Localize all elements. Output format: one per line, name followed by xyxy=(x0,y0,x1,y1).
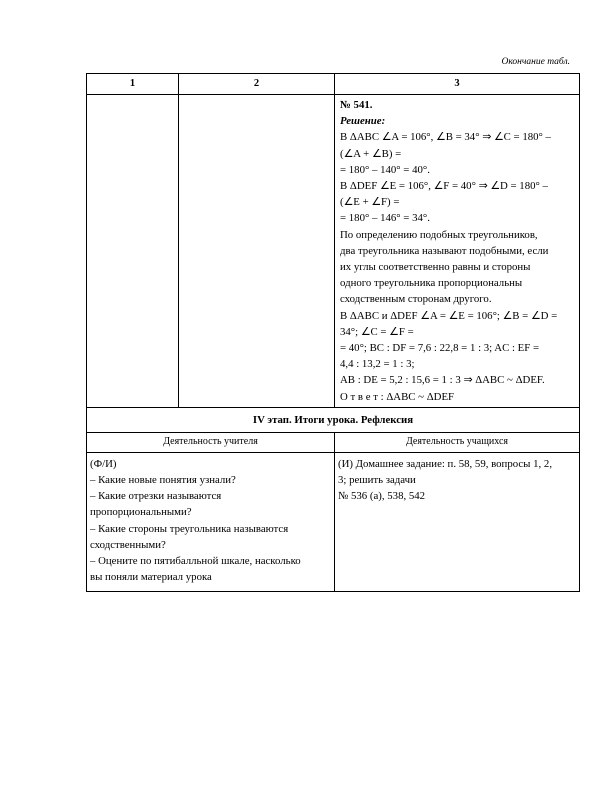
table-continuation-caption: Окончание табл. xyxy=(501,57,570,67)
teacher-line: (Ф/И) xyxy=(90,457,117,470)
student-line: 3; решить задачи xyxy=(338,474,416,487)
stage-row xyxy=(87,407,580,432)
student-activity-cell xyxy=(335,452,580,592)
solution-line: = 180° – 140° = 40°. xyxy=(340,163,430,176)
teacher-line: – Оцените по пятибалльной шкале, насколько xyxy=(90,555,301,568)
teacher-activity-cell xyxy=(87,452,335,592)
solution-line: их углы соответственно равны и стороны xyxy=(340,261,531,274)
solution-line: 34°; ∠C = ∠F = xyxy=(340,325,414,338)
activity-header-row xyxy=(87,432,580,452)
activity-row xyxy=(87,452,580,592)
teacher-line: – Какие стороны треугольника называются xyxy=(90,522,289,535)
answer-value: ΔABC ~ ΔDEF xyxy=(386,390,455,403)
empty-cell-1 xyxy=(87,95,179,408)
solution-line: 4,4 : 13,2 = 1 : 3; xyxy=(340,358,415,371)
teacher-activity-header: Деятельность учителя xyxy=(87,432,335,452)
student-line: (И) Домашнее задание: п. 58, 59, вопросы 1, 2, xyxy=(338,457,553,470)
solution-line: два треугольника называют подобными, если xyxy=(340,244,549,257)
solution-line: (∠A + ∠B) = xyxy=(340,147,402,160)
header-col-3: 3 xyxy=(335,74,580,95)
table-header-row xyxy=(87,74,580,95)
teacher-line: пропорциональными? xyxy=(90,506,192,519)
teacher-line: сходственными? xyxy=(90,538,166,551)
solution-label: Решение: xyxy=(340,115,386,128)
stage-title: IV этап. Итоги урока. Рефлексия xyxy=(87,407,580,432)
header-col-1: 1 xyxy=(87,74,179,95)
solution-line: В ΔDEF ∠E = 106°, ∠F = 40° ⇒ ∠D = 180° – xyxy=(340,180,548,193)
teacher-line: – Какие отрезки называются xyxy=(90,490,222,503)
problem-number: № 541. xyxy=(340,99,373,111)
student-line: № 536 (а), 538, 542 xyxy=(338,490,426,503)
solution-line: AB : DE = 5,2 : 15,6 = 1 : 3 ⇒ ΔABC ~ ΔDEF. xyxy=(340,374,545,387)
solution-line: В ΔABC и ΔDEF ∠A = ∠E = 106°; ∠B = ∠D = xyxy=(340,309,558,322)
answer-label: О т в е т : xyxy=(340,390,384,403)
lesson-table xyxy=(86,73,580,592)
solution-line: = 40°; BC : DF = 7,6 : 22,8 = 1 : 3; AC : EF = xyxy=(340,342,540,355)
answer-line xyxy=(340,389,575,405)
solution-line: сходственным сторонам другого. xyxy=(340,293,492,306)
teacher-line: вы поняли материал урока xyxy=(90,571,212,584)
solution-line: = 180° – 146° = 34°. xyxy=(340,212,430,225)
teacher-line: – Какие новые понятия узнали? xyxy=(90,474,236,487)
solution-line: (∠E + ∠F) = xyxy=(340,196,400,209)
empty-cell-2 xyxy=(179,95,335,408)
solution-line: По определению подобных треугольников, xyxy=(340,228,538,241)
solution-cell xyxy=(335,95,580,408)
header-col-2: 2 xyxy=(179,74,335,95)
solution-row xyxy=(87,95,580,408)
student-activity-header: Деятельность учащихся xyxy=(335,432,580,452)
solution-line: В ΔABC ∠A = 106°, ∠B = 34° ⇒ ∠C = 180° – xyxy=(340,131,551,144)
solution-line: одного треугольника пропорциональны xyxy=(340,277,523,290)
